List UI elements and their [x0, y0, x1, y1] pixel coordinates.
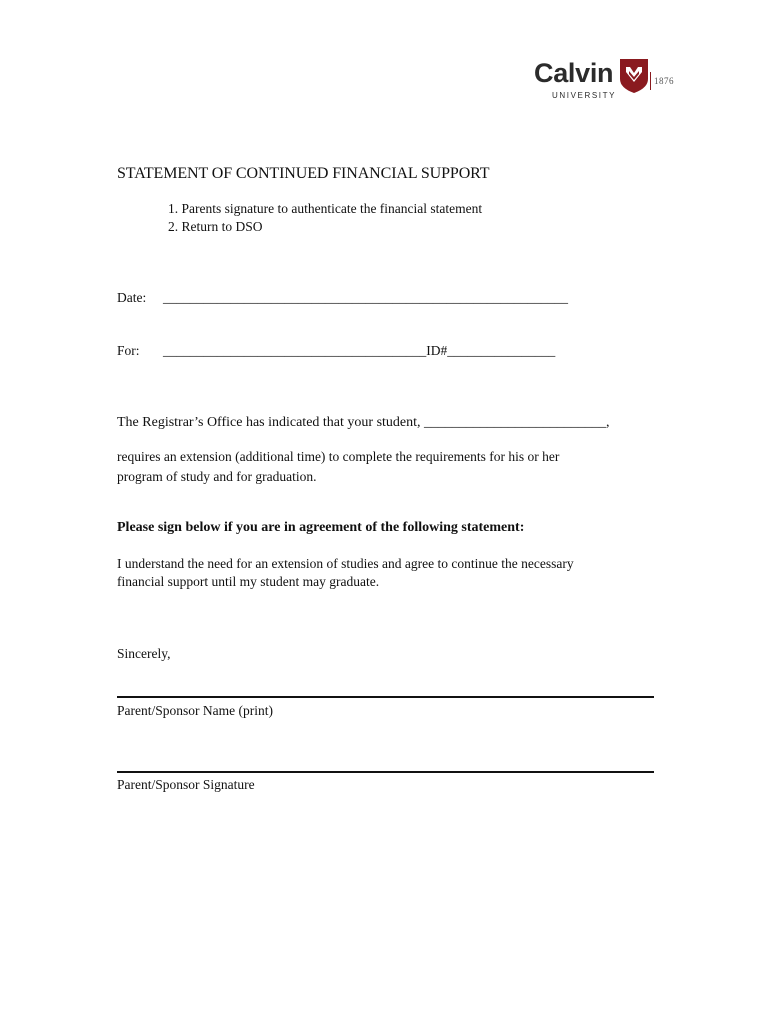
registrar-statement: The Registrar’s Office has indicated that your student, __________________________,	[117, 415, 610, 430]
calvin-wordmark: Calvin	[534, 58, 614, 88]
university-subtitle: UNIVERSITY	[552, 91, 617, 100]
agreement-heading: Please sign below if you are in agreement of the following statement:	[117, 520, 525, 535]
for-label: For:	[117, 343, 140, 358]
for-id-field-line[interactable]: _______________________________________ID#________________	[163, 343, 556, 358]
requirement-line-2: program of study and for graduation.	[117, 469, 317, 484]
signature-rule[interactable]	[117, 771, 654, 773]
instruction-step-1: 1. Parents signature to authenticate the financial statement	[168, 201, 483, 216]
founding-year: 1876	[654, 76, 674, 86]
logo-divider	[650, 72, 651, 90]
understand-line-2: financial support until my student may graduate.	[117, 574, 380, 589]
name-signature-rule[interactable]	[117, 696, 654, 698]
closing-sincerely: Sincerely,	[117, 646, 171, 661]
instruction-step-2: 2. Return to DSO	[168, 219, 263, 234]
parent-name-label: Parent/Sponsor Name (print)	[117, 703, 273, 718]
requirement-line-1: requires an extension (additional time) to complete the requirements for his or her	[117, 449, 560, 464]
date-label: Date:	[117, 290, 147, 305]
date-field-line[interactable]: ____________________________________________________________	[163, 290, 568, 305]
parent-signature-label: Parent/Sponsor Signature	[117, 777, 255, 792]
shield-logo-icon	[619, 58, 649, 94]
understand-line-1: I understand the need for an extension of studies and agree to continue the necessary	[117, 556, 574, 571]
document-title: STATEMENT OF CONTINUED FINANCIAL SUPPORT	[117, 165, 490, 182]
